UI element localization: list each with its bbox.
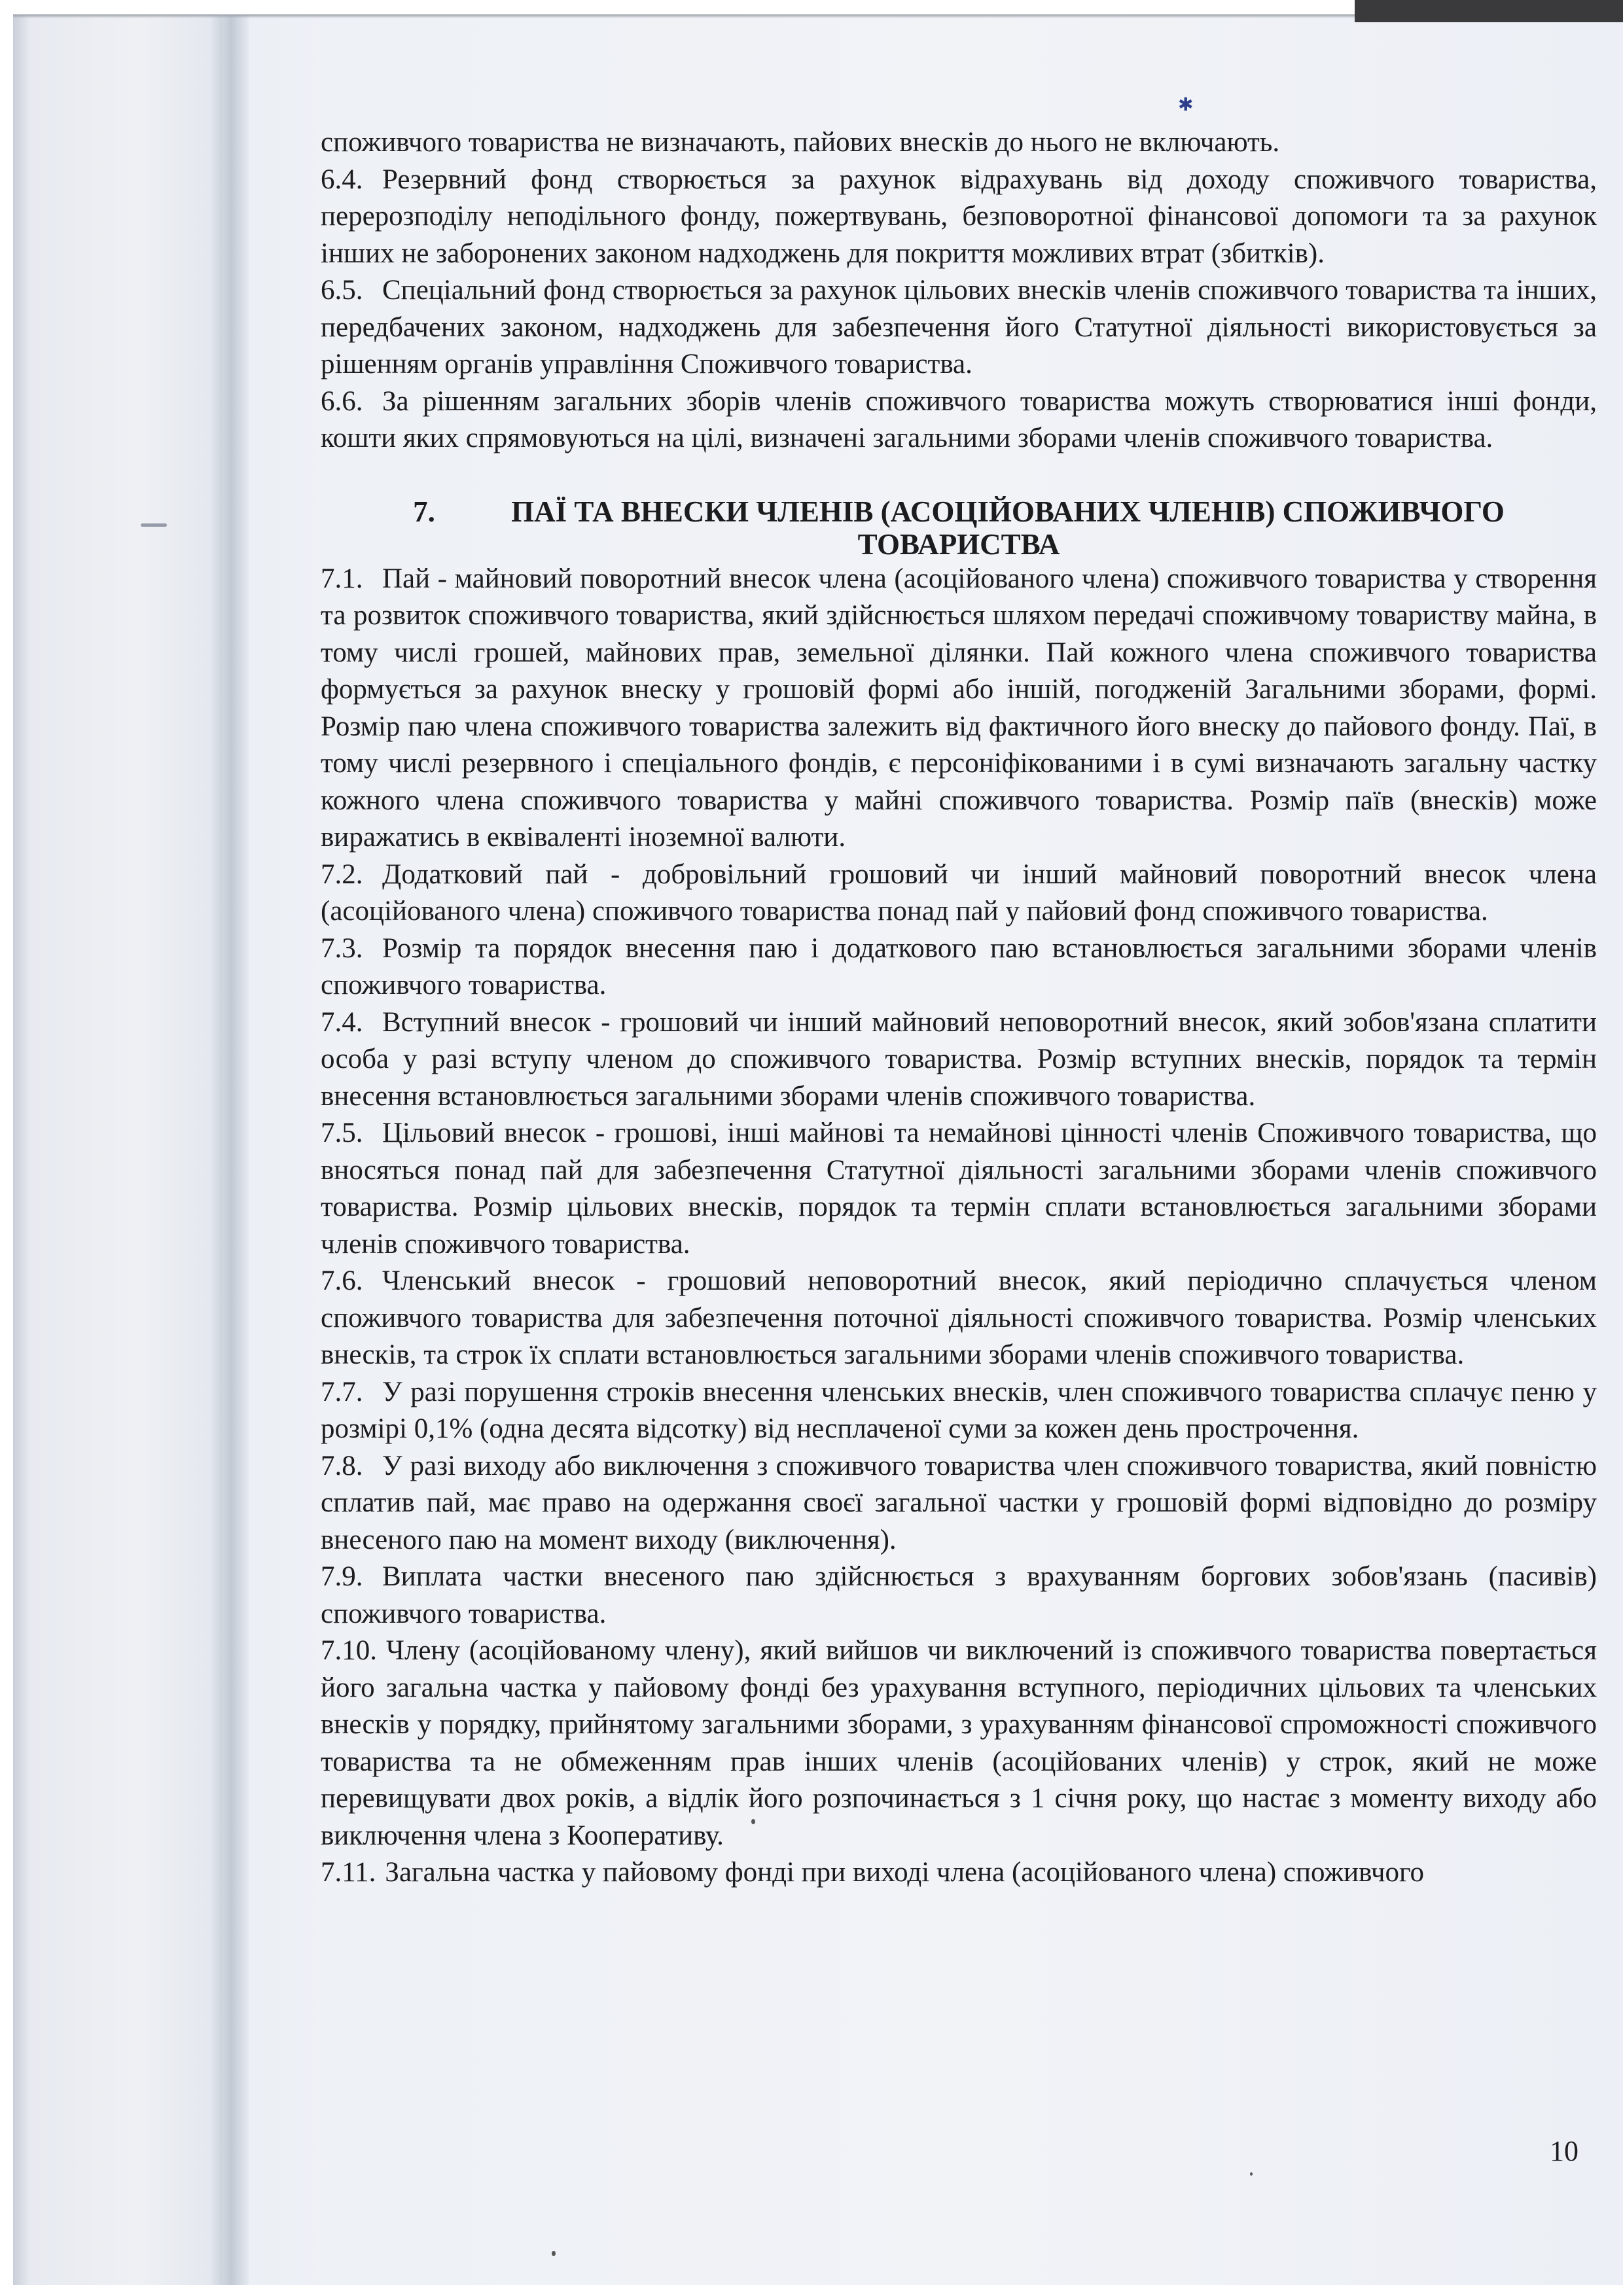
clause-number: 6.5. xyxy=(321,275,363,306)
clause-text: Виплата частки внесеного паю здійснюється з врахуванням боргових зобов'язань (пасивів) споживчого товариства. xyxy=(321,1561,1597,1629)
clause-number: 7.6. xyxy=(321,1265,363,1296)
clause-7-8 xyxy=(321,1448,1597,1559)
clause-7-6 xyxy=(321,1263,1597,1374)
speck xyxy=(552,2251,556,2256)
clause-number: 7.2. xyxy=(321,858,363,890)
clause-number: 7.11. xyxy=(321,1857,376,1888)
clause-number: 7.7. xyxy=(321,1376,363,1407)
binding-gutter-shadow xyxy=(209,14,249,2285)
page-number: 10 xyxy=(1550,2135,1578,2167)
clause-text: За рішенням загальних зборів членів споживчого товариства можуть створюватися інші фонди, кошти яких спрямовуються на цілі, визначені загальними зборами членів споживчого товариства. xyxy=(321,385,1597,453)
section-7-heading xyxy=(321,495,1597,561)
document-body xyxy=(321,124,1597,1892)
clause-number: 7.9. xyxy=(321,1561,363,1592)
clause-7-11 xyxy=(321,1854,1597,1892)
clause-7-2 xyxy=(321,857,1597,930)
clause-number: 7.3. xyxy=(321,932,363,964)
clause-7-9 xyxy=(321,1559,1597,1633)
clause-text: Членський внесок - грошовий неповоротний внесок, який періодично сплачується членом споживчого товариства для забезпечення поточної діяльності споживчого товариства. Розмір членських внесків, та строк їх сплати встановлюється загальними зборами членів споживчого товариства. xyxy=(321,1265,1597,1370)
paragraph-continuation: споживчого товариства не визначають, пайових внесків до нього не включають. xyxy=(321,127,1280,158)
clause-text: У разі порушення строків внесення членських внесків, член споживчого товариства сплачує пеню у розмірі 0,1% (одна десята відсотку) від несплаченої суми за кожен день прострочення. xyxy=(321,1376,1597,1444)
clause-number: 7.5. xyxy=(321,1118,363,1148)
clause-text: У разі виходу або виключення з споживчого товариства член споживчого товариства, який повністю сплатив пай, має право на одержання своєї загальної частки у грошовій формі відповідно до розміру внесеного паю на момент виходу (виключення). xyxy=(321,1450,1597,1555)
clause-7-3 xyxy=(321,930,1597,1004)
clause-text: Резервний фонд створюється за рахунок відрахувань від доходу споживчого товариства, перерозподілу неподільного фонду, пожертвувань, безповоротної фінансової допомоги та за рахунок інших не заборонених законом надходжень для покриття можливих втрат (збитків). xyxy=(321,164,1597,269)
clause-number: 7.10. xyxy=(321,1635,377,1666)
clause-6-6 xyxy=(321,383,1597,457)
clause-text: Спеціальний фонд створюється за рахунок цільових внесків членів споживчого товариства та інших, передбачених законом, надходжень для забезпечення його Статутної діяльності використовується за рішенням органів управління Споживчого товариства. xyxy=(321,275,1597,380)
section-number: 7. xyxy=(413,495,435,528)
clause-7-7 xyxy=(321,1374,1597,1448)
clause-number: 6.4. xyxy=(321,164,363,195)
clause-text: Додатковий пай - добровільний грошовий чи інший майновий поворотний внесок члена (асоційованого члена) споживчого товариства понад пай у пайовий фонд споживчого товариства. xyxy=(321,858,1597,927)
clause-6-4 xyxy=(321,162,1597,273)
clause-text: Члену (асоційованому члену), який вийшов чи виключений із споживчого товариства повертається його загальна частка у пайовому фонді без урахування вступного, періодичних цільових та членських внесків у порядку, прийнятому загальними зборами, з урахуванням фінансової спроможності споживчого товариства та не обмеженням прав інших членів (асоційованих членів) у строк, який не може перевищувати двох років, а відлік його розпочинається з 1 січня року, що настає з моменту виходу або виключення члена з Кооперативу. xyxy=(321,1635,1597,1851)
clause-6-5 xyxy=(321,272,1597,383)
clause-number: 7.1. xyxy=(321,563,363,594)
clause-text: Вступний внесок - грошовий чи інший майновий неповоротний внесок, який зобов'язана сплатити особа у разі вступу членом до споживчого товариства. Розмір вступних внесків, порядок та термін внесення встановлюється загальними зборами членів споживчого товариства. xyxy=(321,1006,1597,1112)
scanner-dark-strip xyxy=(1355,0,1623,22)
ink-mark xyxy=(141,523,167,527)
clause-number: 7.4. xyxy=(321,1006,363,1038)
clause-number: 7.8. xyxy=(321,1450,363,1481)
clause-text: Пай - майновий поворотний внесок члена (асоційованого члена) споживчого товариства у створення та розвиток споживчого товариства, який здійснюється шляхом передачі споживчому товариству майна, в тому числі грошей, майнових прав, земельної ділянки. Пай кожного члена споживчого товариства формується за рахунок внеску у грошовій формі або іншій, погодженій Загальними зборами, формі. Розмір паю члена споживчого товариства залежить від фактичного його внеску до пайового фонду. Паї, в тому числі резервного і спеціального фондів, є персоніфікованими і в сумі визначають загальну частку кожного члена споживчого товариства у майні споживчого товариства. Розмір паїв (внесків) може виражатись в еквіваленті іноземної валюти. xyxy=(321,563,1597,853)
section-title: ПАЇ ТА ВНЕСКИ ЧЛЕНІВ (АСОЦІЙОВАНИХ ЧЛЕНІВ) СПОЖИВЧОГО ТОВАРИСТВА xyxy=(511,495,1505,561)
speck xyxy=(1250,2172,1253,2176)
blue-ink-mark-icon: ✱ xyxy=(1178,95,1194,115)
clause-7-1 xyxy=(321,561,1597,857)
clause-7-10 xyxy=(321,1633,1597,1854)
previous-page-edge xyxy=(13,14,223,2285)
clause-7-4 xyxy=(321,1004,1597,1116)
clause-7-5 xyxy=(321,1115,1597,1263)
clause-text: Загальна частка у пайовому фонді при виході члена (асоційованого члена) споживчого xyxy=(385,1857,1425,1888)
clause-text: Цільовий внесок - грошові, інші майнові та немайнові цінності членів Споживчого товариства, що вносяться понад пай для забезпечення Статутної діяльності загальними зборами членів споживчого товариства. Розмір цільових внесків, порядок та термін сплати встановлюється загальними зборами членів споживчого товариства. xyxy=(321,1118,1597,1260)
clause-number: 6.6. xyxy=(321,385,363,417)
clause-text: Розмір та порядок внесення паю і додаткового паю встановлюється загальними зборами членів споживчого товариства. xyxy=(321,932,1597,1000)
